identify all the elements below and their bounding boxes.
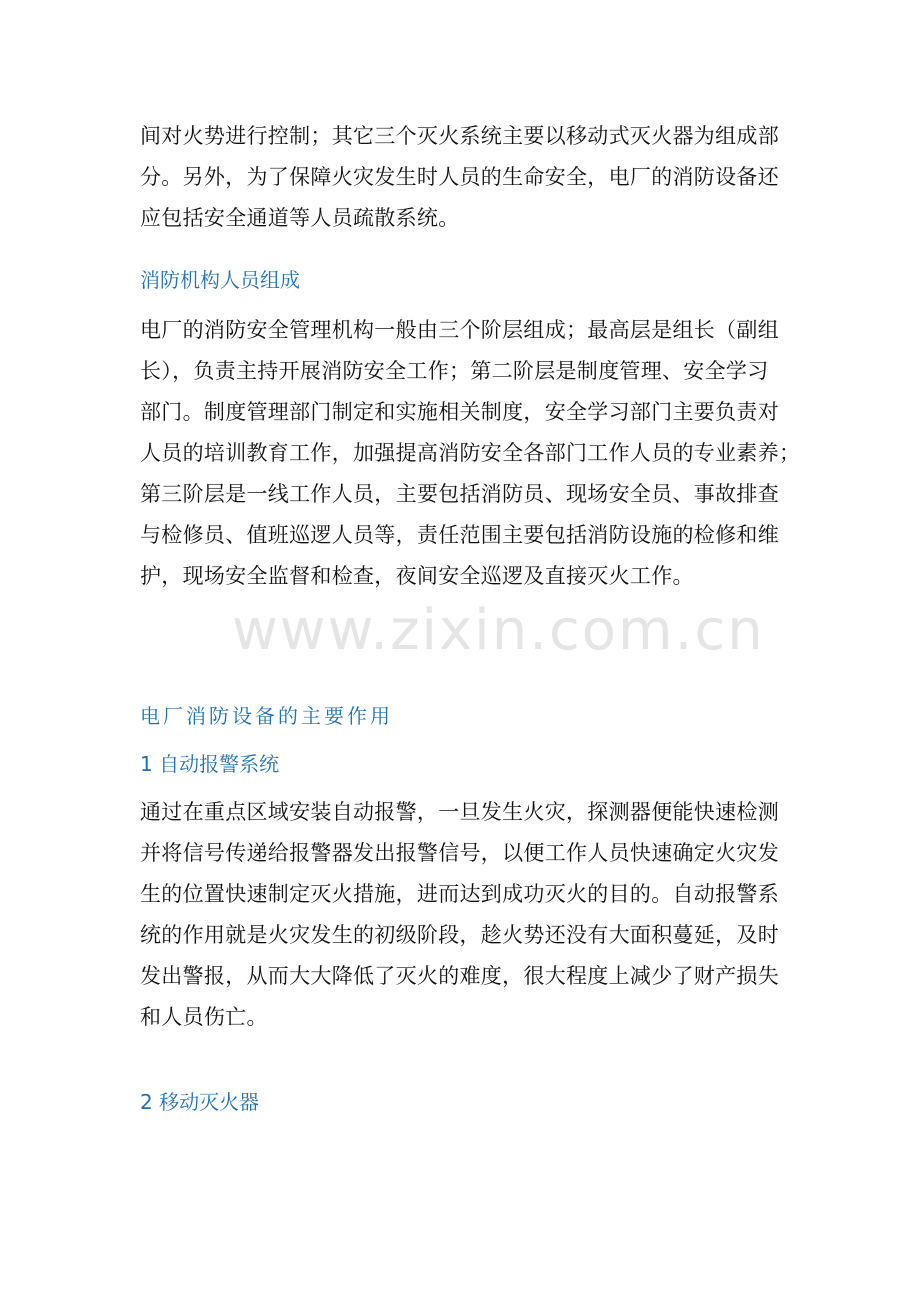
text-line: 部门。制度管理部门制定和实施相关制度，安全学习部门主要负责对 xyxy=(140,400,779,424)
text-line: 与检修员、值班巡逻人员等，责任范围主要包括消防设施的检修和维 xyxy=(140,523,779,547)
text-line: 分。另外，为了保障火灾发生时人员的生命安全，电厂的消防设备还 xyxy=(140,165,779,189)
watermark: www.zixin.com.cn xyxy=(232,598,765,663)
text-line: 长），负责主持开展消防安全工作；第二阶层是制度管理、安全学习 xyxy=(140,359,769,383)
subsection-heading-auto-alarm: 1 自动报警系统 xyxy=(140,752,280,776)
text-line: 间对火势进行控制；其它三个灭火系统主要以移动式灭火器为组成部 xyxy=(140,124,779,148)
subsection-heading-mobile-extinguisher: 2 移动灭火器 xyxy=(140,1090,260,1114)
paragraph-auto-alarm xyxy=(140,792,780,1038)
text-line: 通过在重点区域安装自动报警，一旦发生火灾，探测器便能快速检测 xyxy=(140,800,779,824)
section-heading-organization: 消防机构人员组成 xyxy=(140,268,300,292)
paragraph-organization xyxy=(140,310,801,597)
text-line: 人员的培训教育工作，加强提高消防安全各部门工作人员的专业素养； xyxy=(140,441,801,465)
text-line: 护，现场安全监督和检查，夜间安全巡逻及直接灭火工作。 xyxy=(140,564,694,588)
paragraph-fire-systems xyxy=(140,116,780,239)
text-line: 并将信号传递给报警器发出报警信号，以便工作人员快速确定火灾发 xyxy=(140,841,779,865)
text-line: 电厂的消防安全管理机构一般由三个阶层组成；最高层是组长（副组 xyxy=(140,318,779,342)
text-line: 生的位置快速制定灭火措施，进而达到成功灭火的目的。自动报警系 xyxy=(140,882,779,906)
text-line: 应包括安全通道等人员疏散系统。 xyxy=(140,206,460,230)
text-line: 发出警报，从而大大降低了灭火的难度，很大程度上减少了财产损失 xyxy=(140,964,779,988)
text-line: 和人员伤亡。 xyxy=(140,1005,268,1029)
text-line: 统的作用就是火灾发生的初级阶段，趁火势还没有大面积蔓延，及时 xyxy=(140,923,779,947)
section-heading-main-functions: 电厂消防设备的主要作用 xyxy=(140,704,393,728)
text-line: 第三阶层是一线工作人员，主要包括消防员、现场安全员、事故排查 xyxy=(140,482,779,506)
